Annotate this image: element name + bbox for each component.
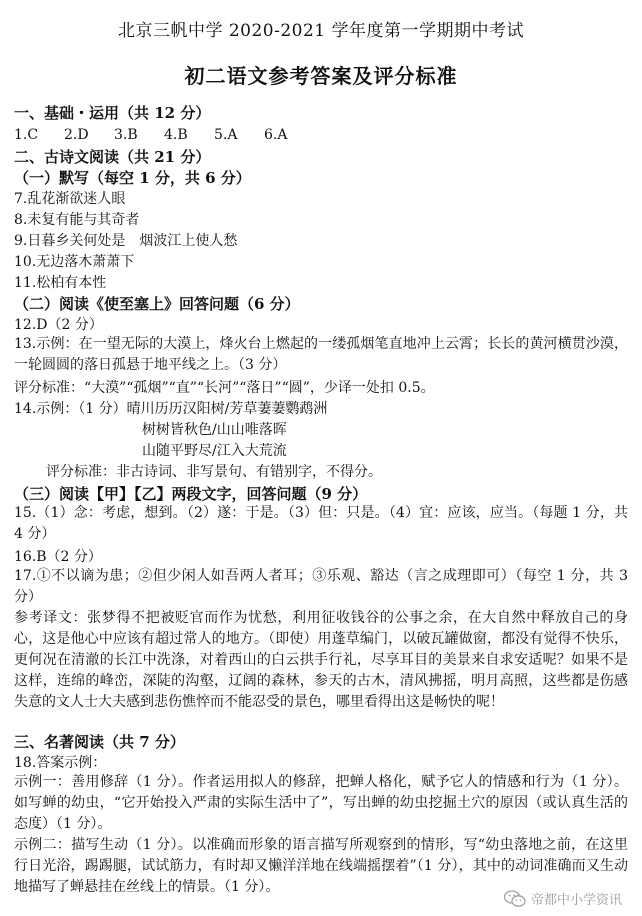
section2-heading: 二、古诗文阅读（共 21 分） (14, 148, 211, 166)
reference-translation: 参考译文：张梦得不把被贬官而作为忧愁，利用征收钱谷的公事之余，在大自然中释放自己的身心，这是他心中应该有超过常人的地方。（即使）用蓬草编门，以破瓦罐做窗，都没有觉得不快乐，更何况在清澈的长江中洗涤，对着西山的白云拱手行礼，尽享耳目的美景来自求安适呢？如果不是这样，连绵的峰峦，深陡的沟壑，辽阔的森林，参天的古木，清风拂摇，明月高照，这些都是伤感失意的文人士大夫感到悲伤憔悴而不能忍受的景色，哪里看得出这是畅快的呢！ (14, 610, 628, 710)
exam-title: 北京三帆中学 2020-2021 学年度第一学期期中考试 (117, 21, 525, 41)
answer-3: 3.B (114, 127, 138, 143)
answer-6: 6.A (264, 127, 288, 143)
watermark-text: 帝都中小学资讯 (530, 893, 622, 908)
answer-14-line2: 树树皆秋色/山山唯落晖 (142, 422, 287, 438)
answer-18-label: 18.答案示例： (14, 755, 107, 771)
part1-heading: （一）默写（每空 1 分，共 6 分） (14, 169, 251, 187)
answer-4: 4.B (164, 127, 188, 143)
answer-7: 7.乱花渐欲迷人眼 (14, 191, 126, 207)
section3-heading: 三、名著阅读（共 7 分） (14, 733, 185, 751)
answer-5: 5.A (214, 127, 238, 143)
answer-14-standard: 评分标准：非古诗词、非写景句、有错别字，不得分。 (46, 464, 382, 480)
answer-13: 13.示例：在一望无际的大漠上，烽火台上燃起的一缕孤烟笔直地冲上云霄；长长的黄河横贯沙漠，一轮圆圆的落日孤悬于地平线之上。（3 分） (14, 336, 628, 373)
answer-9: 9.日暮乡关何处是 烟波江上使人愁 (14, 233, 238, 249)
section1-answers (14, 126, 314, 144)
part2-heading: （二）阅读《使至塞上》回答问题（6 分） (14, 295, 300, 313)
answer-14: 14.示例：（1 分）晴川历历汉阳树/芳草萋萋鹦鹉洲 (14, 401, 328, 417)
answer-16: 16.B（2 分） (14, 549, 102, 565)
answer-12: 12.D（2 分） (14, 317, 103, 333)
wechat-icon (504, 890, 526, 908)
answer-11: 11.松柏有本性 (14, 275, 107, 291)
answer-2: 2.D (64, 127, 89, 143)
watermark (504, 889, 622, 908)
section1-heading: 一、基础・运用（共 12 分） (14, 104, 211, 122)
answer-14-line3: 山随平野尽/江入大荒流 (142, 443, 287, 459)
answer-10: 10.无边落木萧萧下 (14, 254, 135, 270)
answer-17: 17.①不以谪为患；②但少闲人如吾两人者耳；③乐观、豁达（言之成理即可）（每空 1 分，共 3 分） (14, 568, 628, 605)
answer-key-title: 初二语文参考答案及评分标准 (184, 64, 458, 88)
answer-15: 15.（1）念：考虑，想到。（2）遂：于是。（3）但：只是。（4）宜：应该，应当。（每题 1 分，共 4 分） (14, 505, 628, 542)
answer-1: 1.C (14, 127, 39, 143)
answer-18-example1: 示例一：善用修辞（1 分）。作者运用拟人的修辞，把蝉人格化，赋予它人的情感和行为（1 分）。如写蝉的幼虫，“它开始投入严肃的实际生活中了”，写出蝉的幼虫挖掘土穴的原因（或认真生活的态度）（1 分）。 (14, 774, 628, 832)
answer-13-standard: 评分标准：“大漠”“孤烟”“直”“长河”“落日”“圆”，少译一处扣 0.5。 (14, 380, 435, 396)
answer-18-example2: 示例二：描写生动（1 分）。以准确而形象的语言描写所观察到的情形，写“幼虫落地之前，在这里行日光浴，踢踢腿，试试筋力，有时却又懒洋洋地在线端摇摆着”（1 分），其中的动词准确而又生动地描写了蝉悬挂在丝线上的情景。（1 分）。 (14, 837, 628, 895)
part3-heading: （三）阅读【甲】【乙】两段文字，回答问题（9 分） (14, 485, 368, 503)
answer-8: 8.未复有能与其奇者 (14, 212, 140, 228)
